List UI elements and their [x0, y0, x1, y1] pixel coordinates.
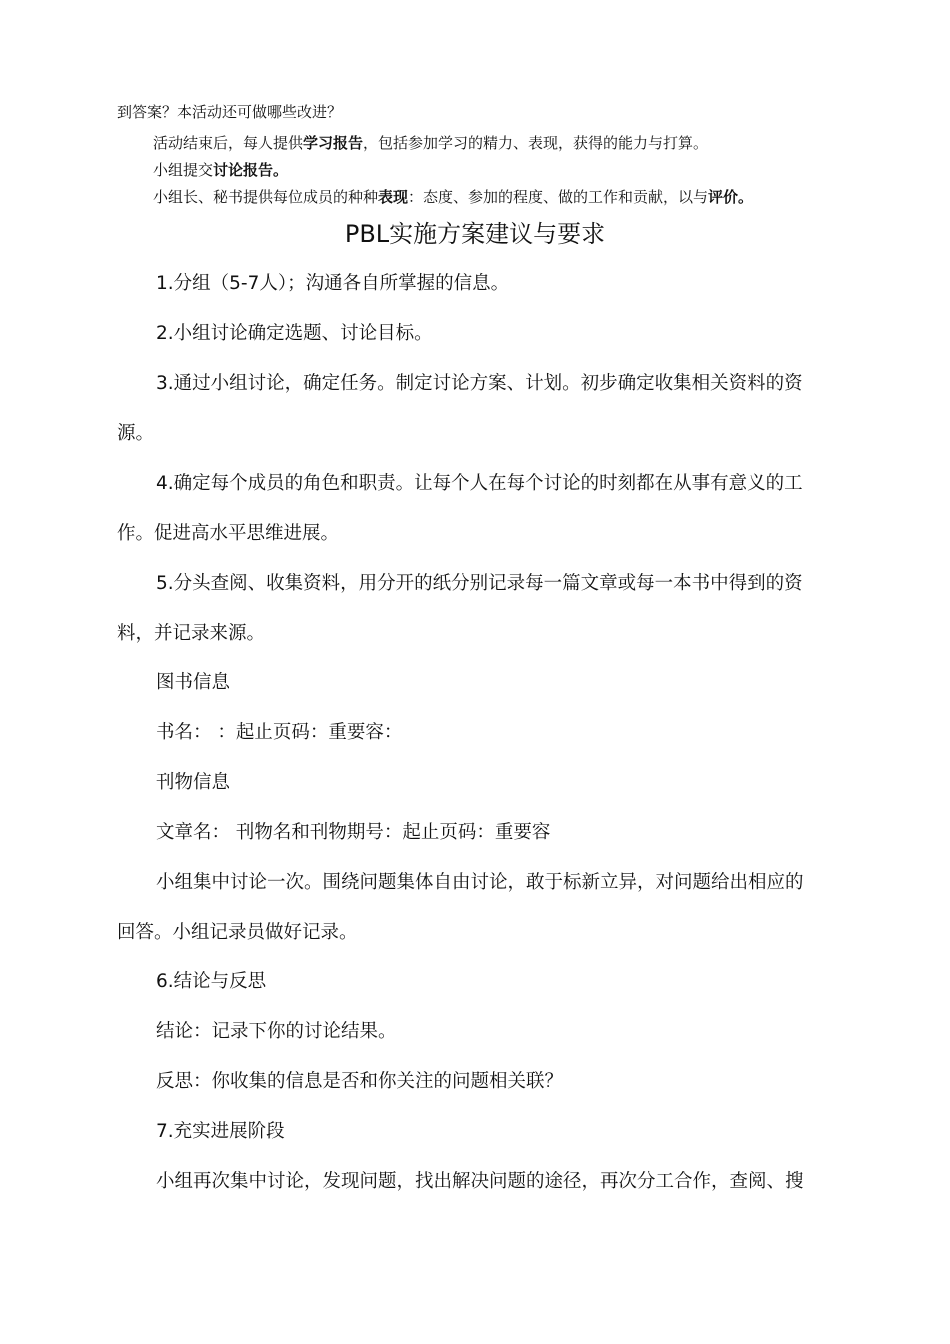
item-5-line-1: 5.分头查阅、收集资料，用分开的纸分别记录每一篇文章或每一本书中得到的资: [156, 573, 803, 594]
section-title: PBL实施方案建议与要求: [344, 220, 606, 248]
group-discussion-line-2: 回答。小组记录员做好记录。: [117, 922, 358, 943]
item-4-line-2: 作。促进高水平思维进展。: [117, 523, 340, 544]
intro-line-3-pre: 小组提交: [153, 161, 214, 179]
item-6-heading: 6.结论与反思: [156, 971, 267, 992]
intro-line-3: [153, 160, 288, 180]
item-7-heading: 7.充实进展阶段: [156, 1121, 285, 1142]
item-1: 1.分组（5-7人）；沟通各自所掌握的信息。: [156, 273, 510, 294]
item-4-line-1: 4.确定每个成员的角色和职责。让每个人在每个讨论的时刻都在从事有意义的工: [156, 473, 803, 494]
intro-line-4-pre: 小组长、秘书提供每位成员的种种: [153, 188, 379, 206]
intro-line-4-mid: ：态度、参加的程度、做的工作和贡献，以与: [408, 188, 709, 206]
intro-line-2-pre: 活动结束后，每人提供: [153, 134, 304, 152]
performance-term: 表现: [378, 188, 409, 206]
journal-info-heading: 刊物信息: [156, 772, 231, 793]
book-info-heading: 图书信息: [156, 672, 231, 693]
discussion-report-term: 讨论报告。: [213, 161, 289, 179]
learning-report-term: 学习报告: [303, 134, 364, 152]
evaluation-term: 评价。: [708, 188, 754, 206]
item-2: 2.小组讨论确定选题、讨论目标。: [156, 323, 433, 344]
intro-line-1: [117, 102, 342, 122]
item-5-line-2: 料，并记录来源。: [117, 623, 266, 644]
item-3-line-1: 3.通过小组讨论，确定任务。制定讨论方案、计划。初步确定收集相关资料的资: [156, 373, 803, 394]
item-3-line-2: 源。: [117, 423, 155, 444]
group-discussion-line-1: 小组集中讨论一次。围绕问题集体自由讨论，敢于标新立异，对问题给出相应的: [156, 872, 804, 893]
intro-line-2-post: ，包括参加学习的精力、表现，获得的能力与打算。: [363, 134, 709, 152]
conclusion-line: 结论：记录下你的讨论结果。: [156, 1021, 397, 1042]
item-7-line-1: 小组再次集中讨论，发现问题，找出解决问题的途径，再次分工合作，查阅、搜: [156, 1171, 804, 1192]
intro-line-4: [153, 187, 753, 207]
intro-line-1-text: 到答案？本活动还可做哪些改进？: [117, 103, 343, 121]
journal-info-fields: 文章名： 刊物名和刊物期号：起止页码：重要容: [156, 822, 551, 843]
book-info-fields: 书名： ：起止页码：重要容：: [156, 722, 403, 743]
intro-line-2: [153, 133, 708, 153]
reflection-line: 反思：你收集的信息是否和你关注的问题相关联？: [156, 1071, 564, 1092]
